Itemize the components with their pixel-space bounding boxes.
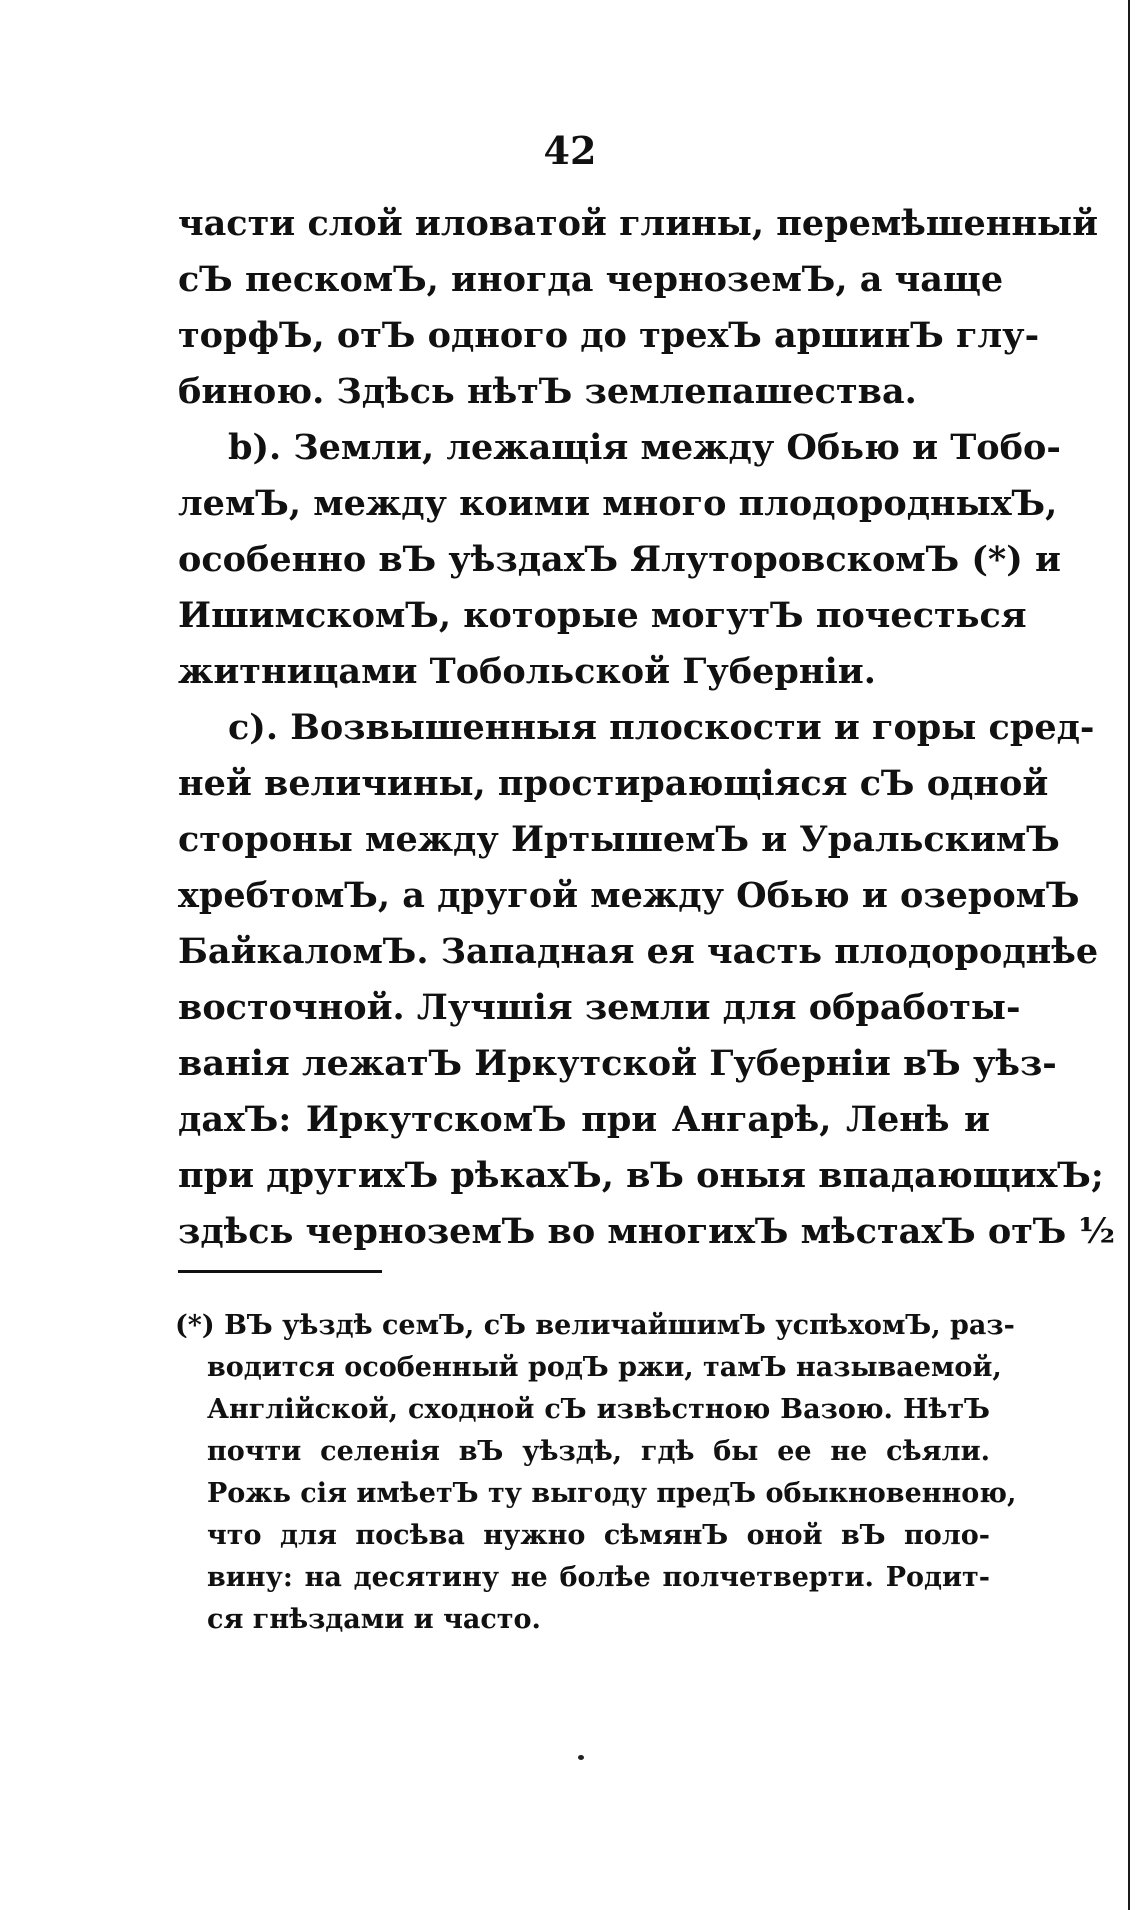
- text-line: при другихЪ рѣкахЪ, вЪ оныя впадающихЪ;: [178, 1155, 1104, 1196]
- text-line: ванія лежатЪ Иркутской Губерніи вЪ уѣз-: [178, 1043, 1057, 1084]
- text-line: ней величины, простирающіяся сЪ одной: [178, 763, 1049, 804]
- text-line: восточной. Лучшія земли для обработы-: [178, 987, 1021, 1028]
- text-line: b). Земли, лежащія между Обью и Тобо-: [228, 427, 1061, 468]
- ink-speck: [578, 1755, 584, 1760]
- footnote-line: (*) ВЪ уѣздѣ семЪ, сЪ величайшимЪ успѣхомЪ, раз-: [175, 1310, 1015, 1341]
- text-line: части слой иловатой глины, перемѣшенный: [178, 203, 1099, 244]
- page-edge-line: [1128, 0, 1130, 1910]
- footnote-line: вину: на десятину не болѣе полчетверти. Родит-: [207, 1562, 990, 1593]
- footnote-divider: [178, 1270, 382, 1273]
- main-text: [178, 196, 1116, 1260]
- page-number: 42: [543, 128, 597, 173]
- text-line: особенно вЪ уѣздахЪ ЯлуторовскомЪ (*) и: [178, 539, 1061, 580]
- footnote-line: ся гнѣздами и часто.: [207, 1604, 541, 1635]
- text-line: торфЪ, отЪ одного до трехЪ аршинЪ глу-: [178, 315, 1040, 356]
- text-line: дахЪ: ИркутскомЪ при Ангарѣ, Ленѣ и: [178, 1099, 990, 1140]
- text-line: стороны между ИртышемЪ и УральскимЪ: [178, 819, 1060, 860]
- footnote: [175, 1305, 1017, 1641]
- text-line: сЪ пескомЪ, иногда черноземЪ, а чаще: [178, 259, 1004, 300]
- footnote-line: Рожь сія имѣетЪ ту выгоду предЪ обыкновенною,: [207, 1478, 1017, 1509]
- footnote-line: почти селенія вЪ уѣздѣ, гдѣ бы ее не сѣяли.: [207, 1436, 990, 1467]
- footnote-line: Англійской, сходной сЪ извѣстною Вазою. НѣтЪ: [207, 1394, 990, 1425]
- text-line: лемЪ, между коими много плодородныхЪ,: [178, 483, 1058, 524]
- text-line: здѣсь черноземЪ во многихЪ мѣстахЪ отЪ ½: [178, 1211, 1116, 1252]
- footnote-line: водится особенный родЪ ржи, тамЪ называемой,: [207, 1352, 1002, 1383]
- text-line: биною. Здѣсь нѣтЪ землепашества.: [178, 371, 917, 412]
- text-line: ИшимскомЪ, которые могутЪ почесться: [178, 595, 1027, 636]
- text-line: БайкаломЪ. Западная ея часть плодороднѣе: [178, 931, 1099, 972]
- text-line: c). Возвышенныя плоскости и горы сред-: [228, 707, 1095, 748]
- text-line: житницами Тобольской Губерніи.: [178, 651, 876, 692]
- text-line: хребтомЪ, а другой между Обью и озеромЪ: [178, 875, 1080, 916]
- footnote-line: что для посѣва нужно сѣмянЪ оной вЪ поло-: [207, 1520, 990, 1551]
